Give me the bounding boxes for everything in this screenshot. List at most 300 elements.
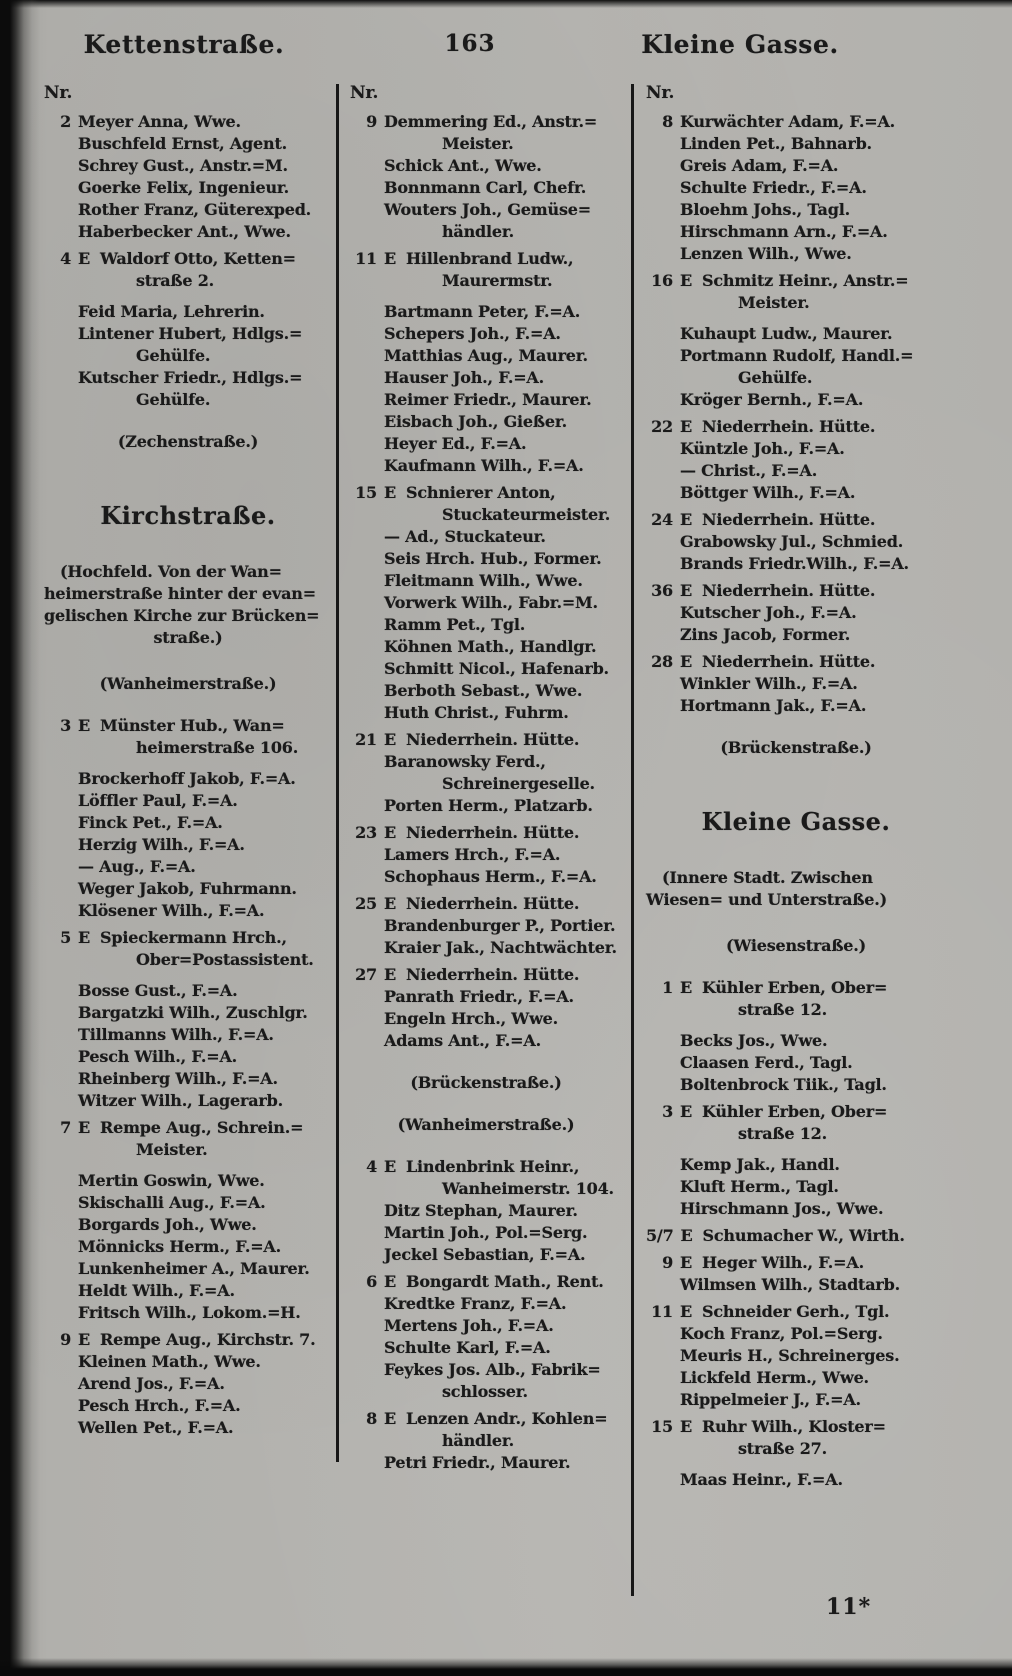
street-description [646,867,946,911]
entry-text: Lamers Hrch., F.=A. [384,845,561,864]
house-number: 5/7 [646,1226,674,1245]
house-number: 9 [60,1330,71,1349]
house-number [646,553,680,575]
owner-mark: E [78,1330,90,1349]
house-number [44,878,78,900]
entry-text: Ruhr Wilh., Kloster= [702,1417,886,1436]
directory-entry [350,915,622,937]
scan-edge-bottom [0,1658,1012,1676]
entry-text: Hortmann Jak., F.=A. [680,696,867,715]
house-number [44,768,78,790]
house-number: 15 [651,1417,673,1436]
entry-continuation: schlosser. [442,1382,528,1401]
column-3 [646,82,946,1491]
entry-text: Rheinberg Wilh., F.=A. [78,1069,278,1088]
directory-entry [646,1416,946,1438]
entry-continuation: straße 12. [738,1000,827,1019]
entry-text: Kemp Jak., Handl. [680,1155,840,1174]
entry-text: Zins Jacob, Former. [680,625,851,644]
entry-text: Borgards Joh., Wwe. [78,1215,257,1234]
directory-entry [646,155,946,177]
entry-text: Kröger Bernh., F.=A. [680,390,864,409]
entry-text: Huth Christ., Fuhrm. [384,703,569,722]
entry-text: Heyer Ed., F.=A. [384,434,527,453]
house-number [350,1359,384,1381]
directory-entry [44,199,332,221]
house-number [350,915,384,937]
directory-entry [44,834,332,856]
entry-text: Heldt Wilh., F.=A. [78,1281,235,1300]
scan-edge-top [0,0,1012,8]
entry-text: Rempe Aug., Kirchstr. 7. [100,1330,316,1349]
cross-street-note: (Wiesenstraße.) [725,936,866,955]
directory-entry [350,526,622,548]
entry-continuation: straße 2. [136,271,215,290]
house-number [44,1302,78,1324]
directory-entry [646,977,946,999]
entry-continuation: Stuckateurmeister. [442,505,611,524]
entry-text: Rother Franz, Güterexped. [78,200,312,219]
entry-text: Lenzen Wilh., Wwe. [680,244,852,263]
entry-text: Niederrhein. Hütte. [406,965,580,984]
house-number: 8 [366,1409,377,1428]
street-heading: Kirchstraße. [100,501,276,530]
house-number: 11 [355,249,377,268]
house-number: 1 [662,978,673,997]
house-number [646,177,680,199]
directory-entry [44,856,332,878]
directory-entry [44,1002,332,1024]
entry-text: Spieckermann Hrch., [100,928,287,947]
owner-mark: E [680,417,692,436]
directory-entry [44,1192,332,1214]
entry-text: Eisbach Joh., Gießer. [384,412,567,431]
description-line: (Innere Stadt. Zwischen [662,868,873,887]
entry-text: Kaufmann Wilh., F.=A. [384,456,584,475]
owner-mark: E [384,1157,396,1176]
directory-entry [350,1156,622,1178]
house-number [44,367,78,389]
entry-text: Niederrhein. Hütte. [406,823,580,842]
house-number [44,834,78,856]
owner-mark: E [384,823,396,842]
directory-entry [44,790,332,812]
entry-text: Herzig Wilh., F.=A. [78,835,245,854]
directory-entry [350,301,622,323]
directory-entry [350,433,622,455]
directory-entry [44,812,332,834]
entry-text: Kutscher Friedr., Hdlgs.= [78,368,303,387]
owner-mark: E [78,1118,90,1137]
entry-text: Niederrhein. Hütte. [702,510,876,529]
house-number [646,1052,680,1074]
directory-entry [44,323,332,345]
directory-entry [646,1225,946,1247]
entry-continuation: Gehülfe. [136,346,211,365]
owner-mark: E [680,1102,692,1121]
entry-text: Tillmanns Wilh., F.=A. [78,1025,274,1044]
house-number [350,433,384,455]
entry-text: Kühler Erben, Ober= [702,978,888,997]
house-number [646,1389,680,1411]
entry-text: Lunkenheimer A., Maurer. [78,1259,310,1278]
entry-text: Becks Jos., Wwe. [680,1031,828,1050]
directory-entry [646,177,946,199]
house-number: 8 [662,112,673,131]
entry-text: Brands Friedr.Wilh., F.=A. [680,554,909,573]
entry-text: Schmitz Heinr., Anstr.= [702,271,909,290]
house-number: 21 [355,730,377,749]
house-number: 25 [355,894,377,913]
entry-continuation: Gehülfe. [738,368,813,387]
owner-mark: E [680,978,692,997]
house-number: 9 [366,112,377,131]
house-number [350,1452,384,1474]
binding-shadow [0,0,40,1676]
house-number [350,751,384,773]
directory-entry [350,482,622,504]
house-number [646,1176,680,1198]
directory-entry [350,822,622,844]
entry-continuation: Gehülfe. [136,390,211,409]
directory-entry [646,199,946,221]
directory-entry [44,1351,332,1373]
house-number [350,367,384,389]
entry-text: — Aug., F.=A. [78,857,196,876]
entry-text: Adams Ant., F.=A. [384,1031,541,1050]
house-number [350,1244,384,1266]
directory-entry [646,553,946,575]
directory-entry [646,323,946,345]
owner-mark: E [78,249,90,268]
house-number [646,673,680,695]
directory-entry [646,531,946,553]
owner-mark: E [78,928,90,947]
entry-text: Feid Maria, Lehrerin. [78,302,265,321]
column-1 [44,82,332,1439]
entry-text: Wellen Pet., F.=A. [78,1418,234,1437]
house-number [44,1373,78,1395]
directory-entry [44,111,332,133]
cross-street-note: (Zechenstraße.) [117,432,259,451]
house-number [350,795,384,817]
house-number [350,1008,384,1030]
house-number: 36 [651,581,673,600]
directory-entry [350,548,622,570]
directory-entry [646,460,946,482]
entry-text: Schrey Gust., Anstr.=M. [78,156,288,175]
entry-text: Reimer Friedr., Maurer. [384,390,592,409]
directory-entry [350,1030,622,1052]
house-number [44,790,78,812]
house-number [44,133,78,155]
house-number [646,531,680,553]
house-number [646,602,680,624]
directory-entry [646,1030,946,1052]
entry-text: Haberbecker Ant., Wwe. [78,222,291,241]
directory-entry [44,1068,332,1090]
house-number [646,1074,680,1096]
house-number: 16 [651,271,673,290]
house-number [646,345,680,367]
entry-text: Köhnen Math., Handlgr. [384,637,597,656]
directory-entry [350,964,622,986]
entry-text: Martin Joh., Pol.=Serg. [384,1223,588,1242]
nr-label: Nr. [350,83,379,103]
directory-entry [646,1389,946,1411]
directory-entry [44,1170,332,1192]
entry-text: Münster Hub., Wan= [100,716,285,735]
house-number [44,1090,78,1112]
entry-text: Schophaus Herm., F.=A. [384,867,597,886]
house-number [646,624,680,646]
entry-text: Hauser Joh., F.=A. [384,368,545,387]
house-number [646,460,680,482]
entry-text: Engeln Hrch., Wwe. [384,1009,559,1028]
house-number [646,389,680,411]
house-number [44,199,78,221]
directory-entry [350,367,622,389]
entry-text: Kredtke Franz, F.=A. [384,1294,567,1313]
column-rule-2 [631,84,634,1596]
directory-entry [350,680,622,702]
house-number [44,1046,78,1068]
column-rule-1 [336,84,339,1462]
entry-text: Bargatzki Wilh., Zuschlgr. [78,1003,308,1022]
directory-entry [646,416,946,438]
house-number [350,1337,384,1359]
house-number [350,323,384,345]
house-number [646,1323,680,1345]
entry-text: Niederrhein. Hütte. [406,730,580,749]
owner-mark: E [680,510,692,529]
directory-entry [350,636,622,658]
printer-signature: 11* [826,1594,872,1620]
house-number [350,526,384,548]
directory-entry [646,624,946,646]
directory-entry [646,389,946,411]
entry-text: Löffler Paul, F.=A. [78,791,238,810]
directory-entry [350,111,622,133]
directory-entry [350,1408,622,1430]
entry-text: Goerke Felix, Ingenieur. [78,178,290,197]
entry-text: Finck Pet., F.=A. [78,813,223,832]
cross-street-note: (Wanheimerstraße.) [99,674,277,693]
directory-entry [646,1323,946,1345]
directory-entry [350,1271,622,1293]
directory-entry [350,1359,622,1381]
directory-entry [44,221,332,243]
entry-text: Meuris H., Schreinerges. [680,1346,900,1365]
directory-entry [44,1214,332,1236]
entry-text: Boltenbrock Tiik., Tagl. [680,1075,887,1094]
directory-entry [646,673,946,695]
directory-entry [646,651,946,673]
entry-continuation: straße 27. [738,1439,827,1458]
house-number [44,155,78,177]
entry-text: Meyer Anna, Wwe. [78,112,241,131]
directory-entry [350,199,622,221]
owner-mark: E [680,1302,692,1321]
directory-entry [44,1090,332,1112]
house-number [350,570,384,592]
directory-entry [44,301,332,323]
directory-entry [44,715,332,737]
entry-text: Maas Heinr., F.=A. [680,1470,843,1489]
directory-entry [646,111,946,133]
directory-entry [350,937,622,959]
directory-entry [350,1315,622,1337]
directory-entry [350,795,622,817]
entry-text: Jeckel Sebastian, F.=A. [384,1245,586,1264]
directory-entry [350,411,622,433]
directory-entry [350,844,622,866]
house-number: 2 [60,112,71,131]
directory-entry [646,1154,946,1176]
directory-entry [350,345,622,367]
entry-text: Kutscher Joh., F.=A. [680,603,857,622]
entry-text: Lintener Hubert, Hdlgs.= [78,324,303,343]
owner-mark: E [384,1272,396,1291]
entry-text: Rippelmeier J., F.=A. [680,1390,861,1409]
entry-text: Wilmsen Wilh., Stadtarb. [680,1275,900,1294]
directory-entry [350,1337,622,1359]
entry-text: Demmering Ed., Anstr.= [384,112,598,131]
entry-continuation: Schreinergeselle. [442,774,595,793]
directory-entry [44,1236,332,1258]
directory-entry [646,1345,946,1367]
entry-text: Hirschmann Arn., F.=A. [680,222,888,241]
entry-text: Kleinen Math., Wwe. [78,1352,261,1371]
directory-entry [350,323,622,345]
entry-text: Ramm Pet., Tgl. [384,615,526,634]
house-number [44,177,78,199]
entry-text: Schulte Friedr., F.=A. [680,178,867,197]
house-number: 7 [60,1118,71,1137]
house-number [350,592,384,614]
entry-text: Schumacher W., Wirth. [702,1226,905,1245]
entry-continuation: händler. [442,1431,515,1450]
directory-entry [646,133,946,155]
owner-mark: E [384,1409,396,1428]
house-number [350,199,384,221]
directory-entry [350,614,622,636]
entry-text: Matthias Aug., Maurer. [384,346,588,365]
owner-mark: E [384,730,396,749]
owner-mark: E [384,483,396,502]
directory-entry [350,658,622,680]
house-number: 23 [355,823,377,842]
house-number [44,1236,78,1258]
house-number [350,389,384,411]
house-number [646,155,680,177]
house-number [350,844,384,866]
entry-continuation: Meister. [442,134,514,153]
entry-text: Schnierer Anton, [406,483,556,502]
entry-text: Klösener Wilh., F.=A. [78,901,265,920]
entry-text: Bloehm Johs., Tagl. [680,200,850,219]
entry-continuation: Meister. [136,1140,208,1159]
entry-continuation: Meister. [738,293,810,312]
entry-text: Grabowsky Jul., Schmied. [680,532,904,551]
directory-entry [44,768,332,790]
house-number [646,221,680,243]
house-number [350,866,384,888]
entry-text: Vorwerk Wilh., Fabr.=M. [384,593,598,612]
directory-entry [646,345,946,367]
directory-entry [646,482,946,504]
entry-text: Hillenbrand Ludw., [406,249,574,268]
directory-entry [44,1329,332,1351]
house-number [44,856,78,878]
house-number [646,1367,680,1389]
directory-entry [44,1258,332,1280]
description-line: straße.) [153,628,223,647]
house-number [350,658,384,680]
house-number [44,221,78,243]
house-number: 24 [651,510,673,529]
entry-text: Weger Jakob, Fuhrmann. [78,879,297,898]
house-number [350,548,384,570]
entry-text: Pesch Hrch., F.=A. [78,1396,241,1415]
entry-text: Schick Ant., Wwe. [384,156,542,175]
house-number [44,323,78,345]
house-number [646,1274,680,1296]
owner-mark: E [78,716,90,735]
directory-entry [44,133,332,155]
entry-text: Brockerhoff Jakob, F.=A. [78,769,296,788]
house-number: 5 [60,928,71,947]
entry-text: Portmann Rudolf, Handl.= [680,346,914,365]
house-number [646,482,680,504]
directory-entry [350,1293,622,1315]
directory-entry [350,893,622,915]
house-number [44,1214,78,1236]
house-number [350,702,384,724]
directory-entry [646,1252,946,1274]
house-number [350,1200,384,1222]
directory-entry [350,729,622,751]
owner-mark: E [680,1253,692,1272]
entry-text: Skischalli Aug., F.=A. [78,1193,266,1212]
directory-entry [44,927,332,949]
directory-entry [646,1101,946,1123]
entry-text: Feykes Jos. Alb., Fabrik= [384,1360,601,1379]
directory-entry [44,1302,332,1324]
entry-text: Arend Jos., F.=A. [78,1374,225,1393]
directory-entry [646,1469,946,1491]
entry-text: Kühler Erben, Ober= [702,1102,888,1121]
house-number [44,1351,78,1373]
entry-text: Baranowsky Ferd., [384,752,546,771]
entry-text: Mönnicks Herm., F.=A. [78,1237,282,1256]
directory-entry [646,602,946,624]
entry-continuation: händler. [442,222,515,241]
owner-mark: E [680,1226,693,1245]
house-number [646,1345,680,1367]
entry-text: Claasen Ferd., Tagl. [680,1053,853,1072]
directory-entry [44,900,332,922]
entry-text: Lickfeld Herm., Wwe. [680,1368,869,1387]
description-line: (Hochfeld. Von der Wan= [60,562,282,581]
entry-continuation: Ober=Postassistent. [136,950,314,969]
entry-text: Bonnmann Carl, Chefr. [384,178,587,197]
entry-text: Fritsch Wilh., Lokom.=H. [78,1303,301,1322]
entry-text: — Ad., Stuckateur. [384,527,546,546]
entry-text: Niederrhein. Hütte. [406,894,580,913]
house-number [350,986,384,1008]
house-number [44,1417,78,1439]
